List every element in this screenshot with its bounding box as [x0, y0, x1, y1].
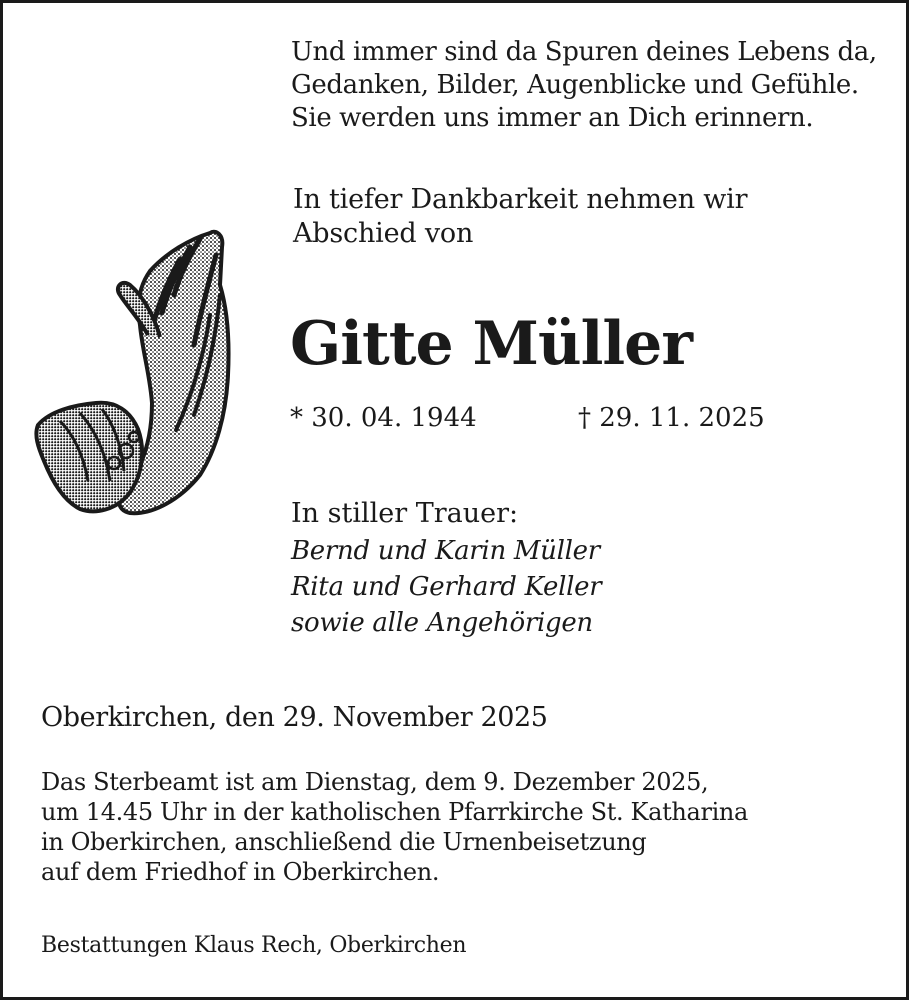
farewell-intro	[293, 183, 747, 251]
life-dates	[290, 400, 765, 436]
mourning-label: In stiller Trauer:	[291, 498, 519, 529]
mourner-name: Rita und Gerhard Keller	[291, 572, 602, 602]
poem-line: Gedanken, Bilder, Augenblicke und Gefühle.	[291, 70, 859, 100]
mourner-name: sowie alle Angehörigen	[291, 608, 593, 638]
service-line: auf dem Friedhof in Oberkirchen.	[41, 858, 440, 886]
place-and-date: Oberkirchen, den 29. November 2025	[41, 702, 548, 733]
death-date: † 29. 11. 2025	[578, 403, 765, 433]
intro-line: In tiefer Dankbarkeit nehmen wir	[293, 184, 748, 215]
service-line: in Oberkirchen, anschließend die Urnenbeisetzung	[41, 828, 647, 856]
intro-line: Abschied von	[293, 218, 474, 249]
birth-date: * 30. 04. 1944	[290, 403, 477, 433]
service-details	[41, 767, 748, 887]
poem-line: Und immer sind da Spuren deines Lebens da,	[291, 37, 877, 67]
mourners-list	[291, 533, 601, 641]
memorial-poem	[291, 36, 877, 135]
service-line: um 14.45 Uhr in der katholischen Pfarrkirche St. Katharina	[41, 798, 748, 826]
poem-line: Sie werden uns immer an Dich erinnern.	[291, 103, 814, 133]
praying-hands-icon	[30, 225, 240, 520]
service-line: Das Sterbeamt ist am Dienstag, dem 9. Dezember 2025,	[41, 768, 709, 796]
funeral-home: Bestattungen Klaus Rech, Oberkirchen	[41, 933, 467, 958]
deceased-name: Gitte Müller	[290, 309, 692, 379]
mourner-name: Bernd und Karin Müller	[291, 536, 600, 566]
